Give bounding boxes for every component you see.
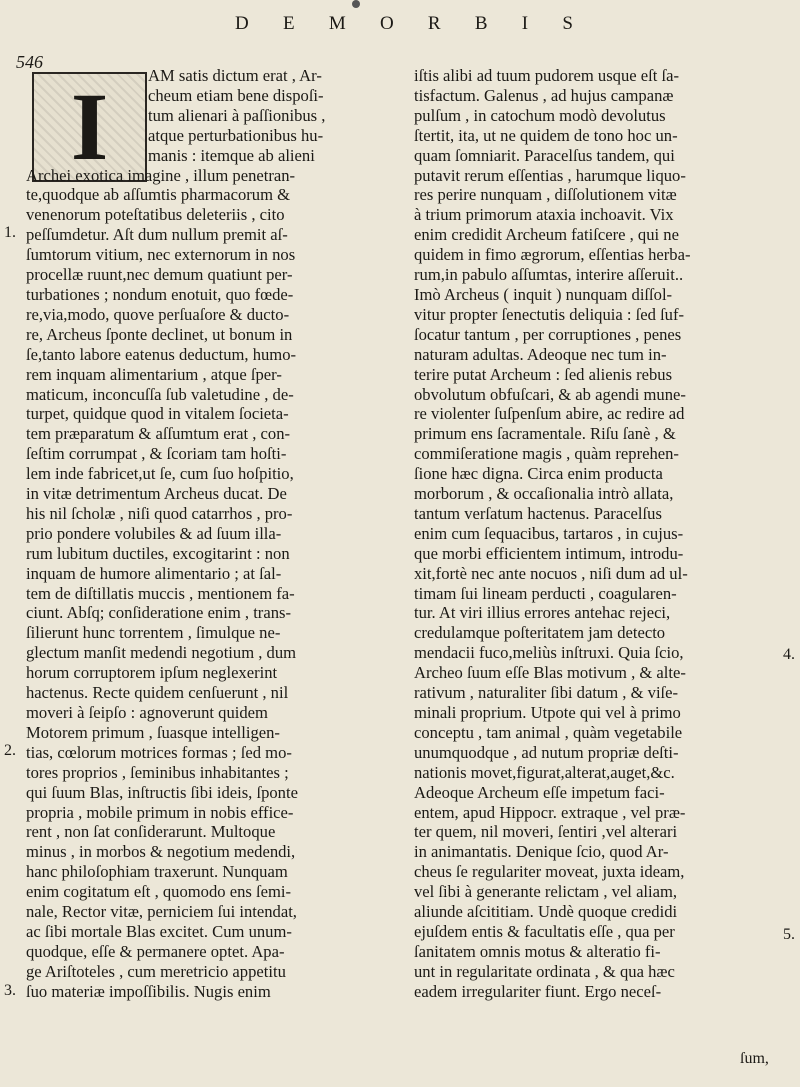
text-line: ſocatur tantum , per corruptiones , penes: [414, 324, 682, 344]
text-line: re,via,modo, quove perſuaſore & ducto-: [26, 304, 290, 324]
text-line: terire putat Archeum : ſed alienis rebus: [414, 364, 673, 384]
text-line: Archeo ſuum eſſe Blas motivum , & alte-: [414, 663, 686, 683]
text-line: tantum verſatum hactenus. Paracelſus: [414, 503, 662, 523]
running-head-letter: B: [474, 13, 490, 34]
text-line: ciunt. Abſq; conſideratione enim , trans-: [26, 603, 291, 623]
text-line: pulſum , in catochum modò devolutus: [414, 105, 666, 125]
text-line: putavit rerum eſſentias , harumque liquo-: [414, 165, 686, 185]
text-line: ſanitatem omnis motus & alteratio fi-: [414, 941, 661, 961]
text-line: vel ſibi à generante relictam , vel aliam,: [414, 882, 678, 902]
text-line: horum corruptorem ipſum neglexerint: [26, 663, 278, 683]
text-line: ter quem, nil moveri, ſentiri ,vel alterari: [414, 822, 678, 842]
text-line: minus , in morbos & negotium medendi,: [26, 842, 296, 862]
text-line: rum lubitum ductiles, excogitarint : non: [26, 543, 290, 563]
text-line: tisfactum. Galenus , ad hujus campanæ: [414, 85, 674, 105]
margin-number: 4.: [783, 646, 795, 663]
text-line: ſione hæc digna. Circa enim producta: [414, 464, 663, 484]
text-line: ge Ariſtoteles , cum meretricio appetitu: [26, 961, 286, 981]
text-line: xit,fortè nec ante nocuos , niſi dum ad ul-: [414, 563, 688, 583]
text-line: glectum manſit medendi negotium , dum: [26, 643, 297, 663]
catchword: ſum,: [740, 1050, 769, 1067]
text-line: vitur propter ſenectutis deliquia : ſed ſuf-: [414, 304, 685, 324]
running-head-letter: D: [235, 13, 251, 34]
text-line: entem, apud Hippocr. extraque , vel præ-: [414, 802, 686, 822]
text-line: lem inde fabricet,ut ſe, cum ſuo hoſpitio,: [26, 464, 294, 484]
text-line: tores proprios , ſeminibus inhabitantes ;: [26, 762, 289, 782]
text-line: quodque, eſſe & permanere optet. Apa-: [26, 941, 285, 961]
text-line: Archei exotica imagine , illum penetran-: [26, 165, 296, 185]
text-line: ſuo materiæ impoſſibilis. Nugis enim: [26, 981, 271, 1001]
text-line: venenorum poteſtatibus deleteriis , cito: [26, 205, 285, 225]
text-line: eadem irregulariter fiunt. Ergo neceſ-: [414, 981, 662, 1001]
text-line: in animantatis. Denique ſcio, quod Ar-: [414, 842, 669, 862]
text-line: enim credidit Archeum fatiſcere , qui ne: [414, 225, 679, 245]
text-line: unt in regularitate ordinata , & qua hæc: [414, 961, 675, 981]
text-line: rum,in pabulo aſſumtas, interire aſſeruit..: [414, 265, 684, 285]
text-line: re violenter ſuſpenſum abire, ac redire ad: [414, 404, 685, 424]
text-line: re, Archeus ſponte declinet, ut bonum in: [26, 324, 293, 344]
text-line: cheum etiam bene dispoſi-: [148, 85, 324, 105]
text-line: tum alienari à paſſionibus ,: [148, 105, 326, 125]
running-head: [235, 13, 575, 35]
text-line: rent , non ſat conſiderarunt. Multoque: [26, 822, 276, 842]
text-line: minali proprium. Utpote qui vel à primo: [414, 703, 681, 722]
text-line: credulamque poſteritatem jam detecto: [414, 623, 666, 643]
text-line: nationis movet,figurat,alterat,auget,&c.: [414, 762, 675, 782]
text-line: ſe,tanto labore eatenus deductum, humo-: [26, 344, 297, 364]
text-line: morborum , & occaſionalia intrò allata,: [414, 484, 674, 504]
page-number: 546: [16, 52, 43, 72]
text-line: que morbi efficientem intimum, introdu-: [414, 543, 684, 563]
margin-number: 1.: [4, 224, 16, 241]
text-line: Imò Archeus ( inquit ) nunquam diſſol-: [414, 284, 673, 304]
text-line: propria , mobile primum in nobis effice-: [26, 802, 294, 822]
text-line: primum ens ſacramentale. Riſu ſanè , &: [414, 424, 676, 444]
text-line: ſilierunt hunc torrentem , ſimulque ne-: [26, 623, 281, 643]
text-line: timam ſui lineam perducti , coagularen-: [414, 583, 677, 603]
ink-blot: [352, 0, 360, 8]
text-line: procellæ ruunt,nec demum quatiunt per-: [26, 265, 293, 285]
text-line: cheus ſe regulariter moveat, juxta ideam,: [414, 862, 685, 882]
text-line: rativum , naturaliter ſibi datum , & viſe-: [414, 683, 679, 703]
left-column: [26, 66, 390, 1002]
text-line: atque perturbationibus hu-: [148, 125, 324, 145]
running-head-letter: O: [379, 13, 396, 34]
text-line: prio pondere volubiles & ad ſuum illa-: [26, 523, 282, 543]
text-line: inquam de humore alimentario ; at ſal-: [26, 563, 282, 583]
text-line: Motorem primum , ſuasque intelligen-: [26, 722, 280, 742]
text-line: quidem in fimo ægrorum, eſſentias herba-: [414, 245, 691, 265]
text-line: enim cum ſequacibus, tartaros , in cujus-: [414, 523, 684, 543]
text-line: ſtertit, ita, ut ne quidem de tono hoc un-: [414, 125, 678, 145]
text-line: conceptu , tam animal , quàm vegetabile: [414, 722, 683, 742]
margin-number: 3.: [4, 982, 16, 999]
text-line: turpet, quidque quod in vitalem ſocieta-: [26, 404, 289, 424]
text-line: unumquodque , ad nutum propriæ deſti-: [414, 742, 679, 762]
text-line: rem inquam alimentarium , atque ſper-: [26, 364, 282, 384]
margin-number: 5.: [783, 926, 795, 943]
text-line: tem de diſtillatis muccis , mentionem fa-: [26, 583, 295, 603]
text-line: ejuſdem entis & facultatis eſſe , qua per: [414, 921, 675, 941]
text-line: te,quodque ab aſſumtis pharmacorum &: [26, 185, 291, 205]
running-head-letter: I: [521, 13, 531, 34]
text-line: ac ſibi mortale Blas excitet. Cum unum-: [26, 921, 292, 941]
text-line: AM satis dictum erat , Ar-: [148, 66, 322, 85]
text-line: manis : itemque ab alieni: [148, 145, 315, 165]
running-head-letter: E: [282, 13, 297, 34]
text-line: tias, cœlorum motrices formas ; ſed mo-: [26, 742, 292, 762]
text-line: nale, Rector vitæ, perniciem ſui intendat,: [26, 902, 297, 922]
text-line: res perire nunquam , diſſolutionem vitæ: [414, 185, 677, 205]
text-line: maticum, inconcuſſa ſub valetudine , de-: [26, 384, 294, 404]
text-line: his nil ſcholæ , niſi quod catarrhos , pro-: [26, 503, 293, 523]
text-line: obvolutum obfuſcari, & ab agendi mune-: [414, 384, 686, 404]
text-line: à trium primorum ataxia inchoavit. Vix: [414, 205, 674, 225]
running-head-letter: M: [328, 13, 348, 34]
text-line: moveri à ſeipſo : agnoverunt quidem: [26, 703, 268, 722]
text-line: enim cogitatum eſt , quomodo ens ſemi-: [26, 882, 291, 902]
text-line: naturam adultas. Adeoque nec tum in-: [414, 344, 667, 364]
text-line: commiſeratione magis , quàm reprehen-: [414, 444, 679, 464]
text-line: mendacii fuco,meliùs inſtruxi. Quia ſcio,: [414, 643, 684, 663]
text-line: hanc philoſophiam traxerunt. Nunquam: [26, 862, 288, 882]
text-line: aliunde aſcititiam. Undè quoque credidi: [414, 902, 678, 922]
text-line: qui ſuum Blas, inſtructis ſibi ideis, ſponte: [26, 782, 298, 802]
text-line: ſeſtim corrumpat , & ſcoriam tam hoſti-: [26, 444, 287, 464]
text-line: Adeoque Archeum eſſe impetum faci-: [414, 782, 665, 802]
initial-letter: I: [70, 73, 109, 180]
text-line: ſumtorum vitium, nec externorum in nos: [26, 245, 296, 265]
right-column: [414, 66, 778, 1002]
text-line: tur. At viri illius errores antehac rejeci,: [414, 603, 671, 623]
text-line: quam ſomniarit. Paracelſus tandem, qui: [414, 145, 675, 165]
text-line: tem præparatum & aſſumtum erat , con-: [26, 424, 291, 444]
margin-number: 2.: [4, 742, 16, 759]
running-head-letter: S: [562, 13, 575, 34]
text-line: iſtis alibi ad tuum pudorem usque eſt ſa-: [414, 66, 679, 85]
text-line: hactenus. Recte quidem cenſuerunt , nil: [26, 683, 289, 703]
text-line: turbationes ; nondum enotuit, quo fœde-: [26, 284, 294, 304]
running-head-letter: R: [427, 13, 443, 34]
text-line: peſſumdetur. Aſt dum nullum premit aſ-: [26, 225, 288, 245]
text-line: in vitæ detrimentum Archeus ducat. De: [26, 484, 287, 504]
